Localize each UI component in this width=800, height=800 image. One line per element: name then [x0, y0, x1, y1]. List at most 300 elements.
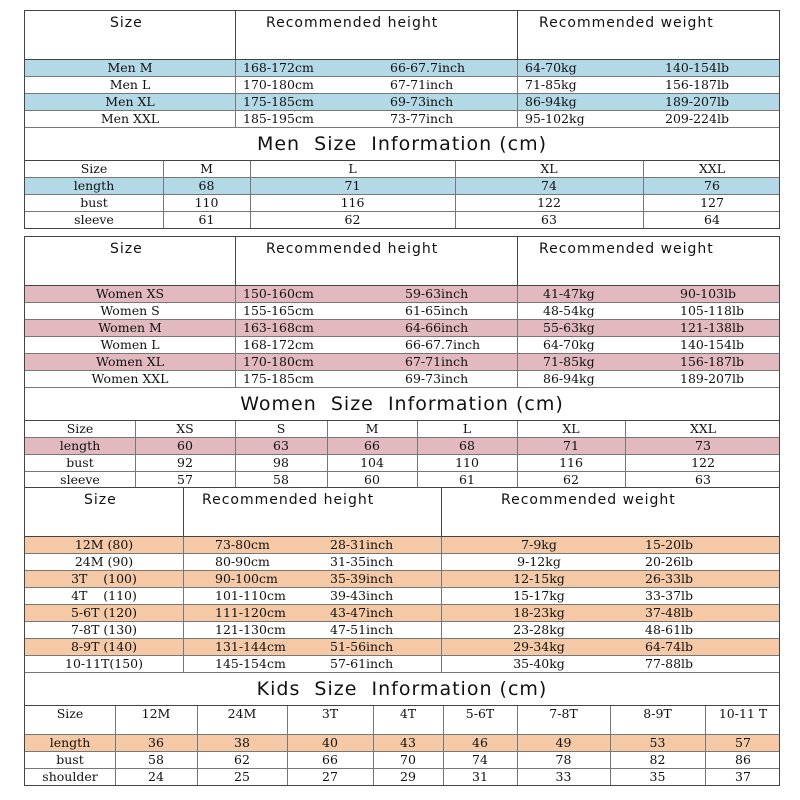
weight-header: Recommended weight: [501, 492, 676, 508]
divider: [517, 472, 518, 488]
measure-value: 110: [455, 455, 479, 470]
measure-value: 37: [735, 769, 751, 784]
divider: [610, 706, 611, 734]
divider: [517, 111, 518, 127]
divider: [517, 354, 518, 370]
divider: [455, 178, 456, 194]
divider: [517, 752, 518, 768]
measure-value: 110: [194, 195, 219, 210]
measurement-row: [25, 769, 779, 785]
divider: [163, 212, 164, 228]
divider: [443, 706, 444, 734]
height-inch: 47-51inch: [330, 622, 394, 637]
height-cm: 170-180cm: [243, 77, 314, 92]
height-inch: 69-73inch: [390, 94, 454, 109]
size-row: [25, 622, 779, 639]
measure-value: XS: [176, 421, 194, 436]
measure-value: 62: [234, 752, 250, 767]
height-cm: 168-172cm: [243, 60, 314, 75]
measurement-row: [25, 438, 779, 455]
height-header: Recommended height: [266, 15, 439, 31]
divider: [517, 94, 518, 110]
weight-lb: 105-118lb: [680, 303, 744, 318]
divider: [517, 303, 518, 319]
weight-kg: 18-23kg: [513, 605, 565, 620]
height-header: Recommended height: [266, 241, 439, 257]
measure-value: 58: [148, 752, 164, 767]
height-inch: 64-66inch: [405, 320, 469, 335]
measure-value: 63: [541, 212, 557, 227]
size-label: Women XL: [96, 354, 164, 369]
height-inch: 35-39inch: [330, 571, 394, 586]
height-inch: 73-77inch: [390, 111, 454, 126]
measure-value: 40: [322, 735, 338, 750]
measure-value: 46: [472, 735, 488, 750]
divider: [235, 472, 236, 488]
measure-value: XL: [540, 161, 558, 176]
measurement-row: [25, 735, 779, 752]
measure-value: 63: [695, 472, 711, 487]
divider: [517, 11, 518, 59]
measure-value: 53: [649, 735, 666, 750]
info-header-row: [25, 706, 779, 735]
info-header-row: [25, 421, 779, 438]
size-row: [25, 605, 779, 622]
divider: [643, 195, 644, 211]
divider: [643, 212, 644, 228]
divider: [517, 769, 518, 785]
weight-kg: 35-40kg: [513, 656, 565, 671]
weight-kg: 23-28kg: [513, 622, 565, 637]
weight-kg: 41-47kg: [543, 286, 595, 301]
info-title: Men Size Information (cm): [25, 128, 779, 161]
measure-value: 78: [555, 752, 572, 767]
measure-value: XL: [562, 421, 580, 436]
divider: [287, 735, 288, 751]
size-label: 7-8T (130): [70, 622, 138, 637]
divider: [455, 212, 456, 228]
size-label: 3T (100): [71, 571, 137, 586]
height-cm: 163-168cm: [243, 320, 314, 335]
height-cm: 111-120cm: [215, 605, 286, 620]
weight-kg: 86-94kg: [543, 371, 595, 386]
weight-kg: 29-34kg: [513, 639, 565, 654]
height-inch: 69-73inch: [405, 371, 469, 386]
size-row: [25, 588, 779, 605]
measure-value: 82: [649, 752, 666, 767]
size-label: Men L: [109, 77, 151, 92]
measure-value: 62: [563, 472, 579, 487]
measure-value: XXL: [698, 161, 726, 176]
weight-lb: 20-26lb: [645, 554, 694, 569]
divider: [441, 588, 442, 604]
size-row: [25, 554, 779, 571]
divider: [115, 769, 116, 785]
measure-value: 74: [472, 752, 488, 767]
divider: [235, 111, 236, 127]
measure-value: 61: [459, 472, 475, 487]
weight-lb: 15-20lb: [645, 537, 694, 552]
divider: [235, 11, 236, 59]
weight-lb: 77-88lb: [645, 656, 694, 671]
height-inch: 66-67.7inch: [390, 60, 466, 75]
height-cm: 121-130cm: [215, 622, 286, 637]
divider: [235, 455, 236, 471]
measure-label: bust: [80, 195, 108, 210]
divider: [625, 455, 626, 471]
divider: [373, 735, 374, 751]
divider: [235, 421, 236, 437]
measure-value: 86: [735, 752, 751, 767]
divider: [115, 735, 116, 751]
size-label: Men XL: [105, 94, 155, 109]
weight-kg: 64-70kg: [543, 337, 595, 352]
divider: [327, 455, 328, 471]
divider: [373, 769, 374, 785]
measurement-row: [25, 212, 779, 228]
divider: [705, 769, 706, 785]
height-inch: 67-71inch: [390, 77, 454, 92]
measure-value: 38: [234, 735, 250, 750]
size-label: Women M: [98, 320, 162, 335]
divider: [287, 752, 288, 768]
divider: [235, 354, 236, 370]
measure-value: 70: [400, 752, 416, 767]
measure-label: sleeve: [60, 472, 100, 487]
measure-value: 122: [691, 455, 715, 470]
divider: [183, 622, 184, 638]
measure-value: 27: [322, 769, 338, 784]
measurement-row: [25, 752, 779, 769]
divider: [517, 371, 518, 387]
divider: [517, 320, 518, 336]
weight-header: Recommended weight: [539, 241, 714, 257]
height-inch: 43-47inch: [330, 605, 394, 620]
weight-lb: 48-61lb: [645, 622, 694, 637]
size-label: Women S: [100, 303, 160, 318]
measure-value: 68: [459, 438, 475, 453]
weight-lb: 37-48lb: [645, 605, 694, 620]
height-inch: 61-65inch: [405, 303, 469, 318]
height-cm: 90-100cm: [215, 571, 278, 586]
divider: [235, 77, 236, 93]
measure-value: 5-6T: [465, 706, 495, 721]
divider: [287, 706, 288, 734]
size-row: [25, 111, 779, 128]
measure-value: 3T: [321, 706, 339, 721]
height-cm: 155-165cm: [243, 303, 314, 318]
size-row: [25, 639, 779, 656]
height-inch: 51-56inch: [330, 639, 394, 654]
size-label: Women XXL: [91, 371, 169, 386]
weight-kg: 12-15kg: [513, 571, 565, 586]
men-size-chart: [24, 10, 780, 229]
measure-value: 127: [700, 195, 724, 210]
measure-value: 63: [273, 438, 289, 453]
divider: [135, 421, 136, 437]
height-cm: 185-195cm: [243, 111, 314, 126]
weight-kg: 55-63kg: [543, 320, 595, 335]
divider: [235, 438, 236, 454]
divider: [610, 769, 611, 785]
measure-label: length: [59, 438, 101, 453]
divider: [183, 537, 184, 553]
column-header-row: [25, 488, 779, 537]
divider: [441, 571, 442, 587]
weight-kg: 86-94kg: [525, 94, 577, 109]
divider: [163, 161, 164, 177]
measure-value: 57: [177, 472, 193, 487]
divider: [517, 735, 518, 751]
measure-value: 73: [695, 438, 711, 453]
measure-value: 25: [234, 769, 250, 784]
divider: [115, 706, 116, 734]
info-title: Kids Size Information (cm): [25, 673, 779, 706]
measure-value: 68: [198, 178, 215, 193]
divider: [287, 769, 288, 785]
kids-size-chart: [24, 487, 780, 786]
measure-value: 31: [472, 769, 488, 784]
divider: [517, 337, 518, 353]
measure-value: 71: [344, 178, 361, 193]
weight-lb: 189-207lb: [680, 371, 744, 386]
divider: [115, 752, 116, 768]
divider: [625, 472, 626, 488]
size-row: [25, 337, 779, 354]
height-inch: 39-43inch: [330, 588, 394, 603]
divider: [163, 195, 164, 211]
divider: [455, 161, 456, 177]
measure-label: sleeve: [74, 212, 114, 227]
measure-value: 104: [360, 455, 384, 470]
measure-label: Size: [80, 161, 108, 176]
weight-kg: 71-85kg: [543, 354, 595, 369]
size-row: [25, 371, 779, 388]
divider: [163, 178, 164, 194]
height-cm: 150-160cm: [243, 286, 314, 301]
divider: [183, 605, 184, 621]
divider: [327, 472, 328, 488]
divider: [443, 735, 444, 751]
measure-value: 49: [555, 735, 572, 750]
women-size-chart: [24, 236, 780, 489]
column-header-row: [25, 11, 779, 60]
weight-lb: 156-187lb: [680, 354, 744, 369]
divider: [625, 421, 626, 437]
height-cm: 145-154cm: [215, 656, 286, 671]
divider: [183, 488, 184, 536]
measure-value: 24M: [227, 706, 257, 721]
size-row: [25, 354, 779, 371]
divider: [517, 77, 518, 93]
divider: [250, 195, 251, 211]
divider: [441, 639, 442, 655]
height-cm: 175-185cm: [243, 371, 314, 386]
measure-label: bust: [56, 752, 84, 767]
measure-value: 116: [340, 195, 365, 210]
divider: [417, 455, 418, 471]
measure-label: shoulder: [42, 769, 98, 784]
divider: [443, 752, 444, 768]
measure-value: 7-8T: [549, 706, 578, 721]
size-header: Size: [110, 241, 143, 257]
divider: [517, 455, 518, 471]
measure-value: 4T: [399, 706, 417, 721]
divider: [517, 706, 518, 734]
measure-value: 12M: [141, 706, 171, 721]
measure-value: 60: [177, 438, 193, 453]
weight-lb: 156-187lb: [665, 77, 729, 92]
divider: [441, 656, 442, 672]
size-row: [25, 320, 779, 337]
divider: [373, 752, 374, 768]
divider: [417, 438, 418, 454]
size-row: [25, 303, 779, 320]
size-row: [25, 537, 779, 554]
size-row: [25, 286, 779, 303]
size-label: 10-11T(150): [65, 656, 143, 671]
divider: [235, 337, 236, 353]
size-header: Size: [84, 492, 117, 508]
weight-lb: 140-154lb: [665, 60, 729, 75]
divider: [441, 622, 442, 638]
measurement-row: [25, 195, 779, 212]
divider: [197, 752, 198, 768]
size-label: 12M (80): [74, 537, 134, 552]
weight-kg: 64-70kg: [525, 60, 577, 75]
height-cm: 80-90cm: [215, 554, 270, 569]
divider: [517, 421, 518, 437]
divider: [235, 237, 236, 285]
divider: [705, 706, 706, 734]
size-label: Men XXL: [100, 111, 160, 126]
divider: [327, 438, 328, 454]
measure-value: 33: [555, 769, 572, 784]
divider: [235, 371, 236, 387]
divider: [517, 438, 518, 454]
measure-value: L: [462, 421, 472, 436]
divider: [517, 60, 518, 76]
divider: [441, 605, 442, 621]
measure-value: 64: [704, 212, 720, 227]
height-inch: 59-63inch: [405, 286, 469, 301]
divider: [441, 537, 442, 553]
measure-value: M: [365, 421, 379, 436]
divider: [643, 161, 644, 177]
weight-kg: 48-54kg: [543, 303, 595, 318]
height-inch: 31-35inch: [330, 554, 394, 569]
divider: [235, 286, 236, 302]
divider: [250, 212, 251, 228]
measure-label: length: [49, 735, 91, 750]
measurement-row: [25, 178, 779, 195]
divider: [235, 303, 236, 319]
size-row: [25, 60, 779, 77]
size-label: 8-9T (140): [70, 639, 138, 654]
divider: [441, 488, 442, 536]
height-cm: 175-185cm: [243, 94, 314, 109]
measurement-row: [25, 472, 779, 488]
measure-value: 76: [704, 178, 720, 193]
size-row: [25, 656, 779, 673]
divider: [455, 195, 456, 211]
weight-kg: 15-17kg: [513, 588, 565, 603]
weight-lb: 26-33lb: [645, 571, 694, 586]
measure-value: 58: [273, 472, 289, 487]
divider: [197, 706, 198, 734]
height-cm: 168-172cm: [243, 337, 314, 352]
height-cm: 170-180cm: [243, 354, 314, 369]
height-inch: 57-61inch: [330, 656, 394, 671]
divider: [235, 94, 236, 110]
size-label: Women L: [100, 337, 160, 352]
size-row: [25, 94, 779, 111]
measure-value: 122: [537, 195, 561, 210]
divider: [443, 769, 444, 785]
size-label: Men M: [107, 60, 153, 75]
divider: [135, 438, 136, 454]
size-label: 5-6T (120): [70, 605, 138, 620]
divider: [373, 706, 374, 734]
divider: [417, 472, 418, 488]
size-row: [25, 571, 779, 588]
size-row: [25, 77, 779, 94]
size-header: Size: [110, 15, 143, 31]
divider: [417, 421, 418, 437]
measure-value: S: [276, 421, 286, 436]
divider: [517, 237, 518, 285]
measure-value: 43: [400, 735, 416, 750]
weight-kg: 9-12kg: [517, 554, 561, 569]
height-inch: 66-67.7inch: [405, 337, 481, 352]
divider: [625, 438, 626, 454]
measure-label: bust: [66, 455, 94, 470]
weight-lb: 189-207lb: [665, 94, 729, 109]
measure-label: Size: [66, 421, 94, 436]
height-cm: 131-144cm: [215, 639, 286, 654]
divider: [705, 735, 706, 751]
divider: [705, 752, 706, 768]
divider: [235, 60, 236, 76]
divider: [610, 735, 611, 751]
weight-lb: 209-224lb: [665, 111, 729, 126]
size-label: Women XS: [95, 286, 165, 301]
divider: [197, 769, 198, 785]
divider: [643, 178, 644, 194]
weight-kg: 95-102kg: [525, 111, 585, 126]
divider: [183, 588, 184, 604]
measure-value: XXL: [689, 421, 717, 436]
measure-value: 57: [735, 735, 751, 750]
measure-value: L: [348, 161, 357, 176]
height-inch: 67-71inch: [405, 354, 469, 369]
divider: [441, 554, 442, 570]
measure-value: 74: [541, 178, 557, 193]
height-header: Recommended height: [202, 492, 375, 508]
divider: [183, 571, 184, 587]
measure-value: 60: [364, 472, 380, 487]
weight-kg: 7-9kg: [521, 537, 557, 552]
divider: [183, 656, 184, 672]
measure-value: 66: [322, 752, 338, 767]
size-label: 4T (110): [71, 588, 137, 603]
weight-header: Recommended weight: [539, 15, 714, 31]
measure-value: 98: [273, 455, 289, 470]
divider: [197, 735, 198, 751]
height-inch: 28-31inch: [330, 537, 394, 552]
measure-value: 8-9T: [643, 706, 672, 721]
measure-value: 35: [649, 769, 666, 784]
